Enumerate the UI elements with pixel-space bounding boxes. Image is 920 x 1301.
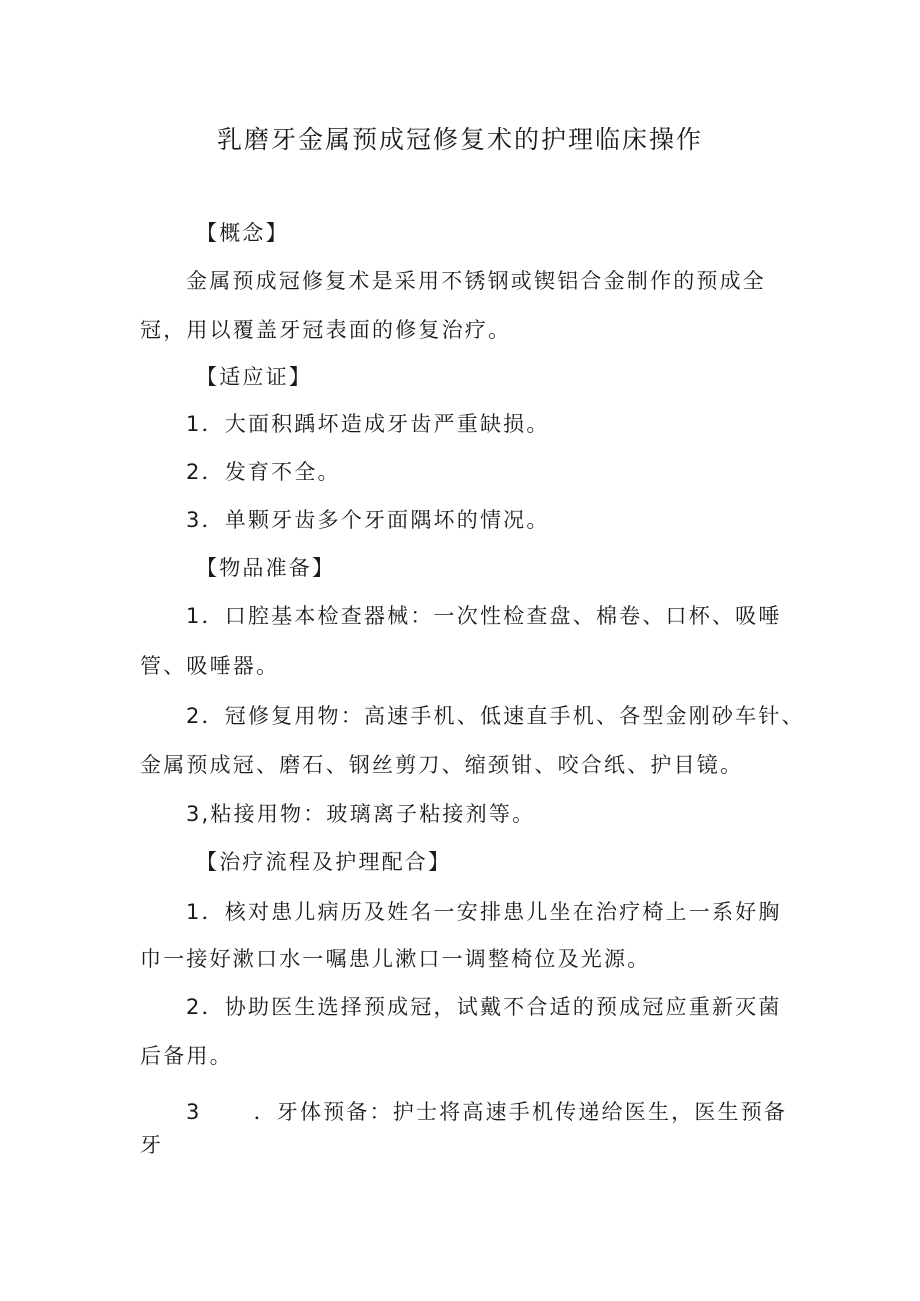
procedure-item-3-line-1 <box>186 1097 787 1127</box>
supplies-item-2-line-2: 金属预成冠、磨石、钢丝剪刀、缩颈钳、咬合纸、护目镜。 <box>140 753 744 777</box>
indications-heading: 【适应证】 <box>196 365 312 389</box>
procedure-item-3-number: 3 <box>186 1100 202 1124</box>
supplies-item-3: 3,粘接用物：玻璃离子粘接剂等。 <box>186 802 536 826</box>
procedure-item-1-line-1: 1．核对患儿病历及姓名一安排患儿坐在治疗椅上一系好胸 <box>186 900 782 924</box>
supplies-item-2-line-1: 2．冠修复用物：高速手机、低速直手机、各型金刚砂车针、 <box>186 704 805 728</box>
concept-text-line-1: 金属预成冠修复术是采用不锈钢或锲铝合金制作的预成全 <box>186 269 766 293</box>
procedure-item-2-line-1: 2．协助医生选择预成冠，试戴不合适的预成冠应重新灭菌 <box>186 995 782 1019</box>
procedure-item-2-line-2: 后备用。 <box>140 1044 233 1068</box>
procedure-heading: 【治疗流程及护理配合】 <box>196 850 452 874</box>
indication-item-3: 3．单颗牙齿多个牙面隅坏的情况。 <box>186 508 550 532</box>
procedure-item-1-line-2: 巾一接好漱口水一嘱患儿漱口一调整椅位及光源。 <box>140 947 651 971</box>
indication-item-2: 2．发育不全。 <box>186 460 341 484</box>
supplies-item-1-line-2: 管、吸唾器。 <box>140 654 280 678</box>
concept-text-line-2: 冠，用以覆盖牙冠表面的修复治疗。 <box>140 318 512 342</box>
concept-heading: 【概念】 <box>196 221 289 245</box>
indication-item-1: 1．大面积踽坏造成牙齿严重缺损。 <box>186 412 550 436</box>
procedure-item-3-text: ．牙体预备：护士将高速手机传递给医生，医生预备 <box>253 1100 788 1124</box>
supplies-heading: 【物品准备】 <box>196 556 336 580</box>
procedure-item-3-line-2: 牙 <box>140 1133 164 1157</box>
document-title: 乳磨牙金属预成冠修复术的护理临床操作 <box>216 125 703 154</box>
supplies-item-1-line-1: 1．口腔基本检查器械：一次性检查盘、棉卷、口杯、吸唾 <box>186 604 782 628</box>
